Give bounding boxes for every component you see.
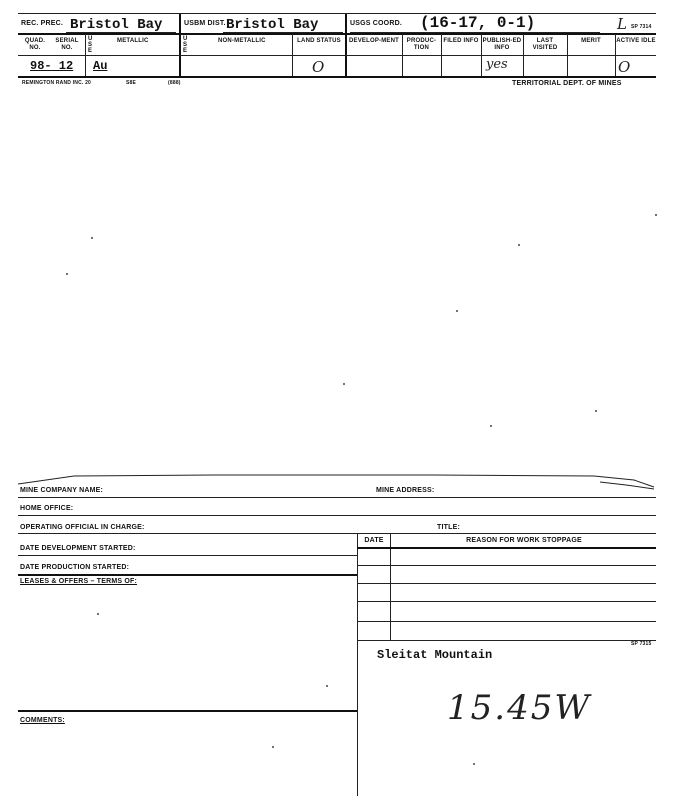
scan-speck xyxy=(97,613,99,615)
locality-value: Sleitat Mountain xyxy=(377,648,493,662)
line-home-office xyxy=(18,515,656,516)
scan-speck xyxy=(66,273,68,275)
scan-speck xyxy=(490,425,492,427)
col-filed-info: FILED INFO xyxy=(443,38,479,44)
usbm-dist-label: USBM DIST. xyxy=(184,20,226,27)
handwritten-coordinate: 15.45W xyxy=(447,688,592,728)
lower-center-divider xyxy=(357,534,358,796)
form-number-top: SP 7314 xyxy=(631,24,652,30)
line-operating-official xyxy=(18,533,656,534)
row-land-status: O xyxy=(312,58,325,76)
stoppage-row-line xyxy=(357,565,656,566)
printer-credit: REMINGTON RAND INC. 20 xyxy=(22,80,92,86)
col-metallic: METALLIC xyxy=(117,38,149,44)
column-header-border xyxy=(18,55,656,56)
date-column-divider xyxy=(390,534,391,640)
home-office-label: HOME OFFICE: xyxy=(20,505,74,512)
form-number-bottom: SP 7315 xyxy=(631,641,652,647)
date-production-started-label: DATE PRODUCTION STARTED: xyxy=(20,564,130,571)
printer-code-2: (888) xyxy=(168,80,181,86)
scan-speck xyxy=(91,237,93,239)
col-merit: MERIT xyxy=(581,38,601,44)
scan-speck xyxy=(326,685,328,687)
usgs-coord-value: (16-17, 0-1) xyxy=(420,14,536,32)
corner-handwritten-mark: L xyxy=(617,15,627,33)
row-quad-serial: 98- 12 xyxy=(30,59,74,73)
department-name: TERRITORIAL DEPT. OF MINES xyxy=(512,80,622,87)
scan-speck xyxy=(518,244,520,246)
reason-header-border xyxy=(357,547,656,549)
top-card-bottom-border xyxy=(18,76,656,78)
line-above-comments xyxy=(18,710,357,712)
divider-usbm xyxy=(179,14,181,76)
row-metallic: Au xyxy=(93,59,108,73)
col-production: PRODUC-TION xyxy=(406,38,437,51)
col-active-idle: ACTIVE IDLE xyxy=(616,38,656,44)
line-mine-company xyxy=(18,497,656,498)
col-development: DEVELOP-MENT xyxy=(348,38,400,44)
mine-company-name-label: MINE COMPANY NAME: xyxy=(20,487,104,494)
stoppage-row-line xyxy=(357,583,656,584)
stoppage-row-line xyxy=(357,621,656,622)
col-uses-non-metallic: U S E xyxy=(183,36,188,54)
comments-label: COMMENTS: xyxy=(20,717,65,724)
date-development-started-label: DATE DEVELOPMENT STARTED: xyxy=(20,545,136,552)
usgs-coord-label: USGS COORD. xyxy=(350,20,402,27)
col-serial-no: SERIAL NO. xyxy=(55,38,79,51)
line-date-development xyxy=(18,555,357,556)
row-active-idle: O xyxy=(618,58,631,76)
rec-prec-value: Bristol Bay xyxy=(70,17,163,33)
scan-speck xyxy=(456,310,458,312)
scan-speck xyxy=(272,746,274,748)
printer-code-1: S8E xyxy=(126,80,137,86)
divider-usgs xyxy=(345,14,347,76)
date-header: DATE xyxy=(364,537,384,544)
stoppage-row-line xyxy=(357,601,656,602)
col-published-info: PUBLISH-ED INFO xyxy=(482,38,522,51)
scan-speck xyxy=(343,383,345,385)
title-label: TITLE: xyxy=(437,524,460,531)
col-land-status: LAND STATUS xyxy=(297,38,341,44)
top-card-border xyxy=(18,13,656,14)
torn-edge xyxy=(14,470,658,490)
col-last-visited: LAST VISITED xyxy=(532,38,558,51)
usbm-dist-value: Bristol Bay xyxy=(226,17,319,33)
reason-header: REASON FOR WORK STOPPAGE xyxy=(466,537,582,544)
scan-speck xyxy=(595,410,597,412)
header-row-border xyxy=(18,33,656,35)
stoppage-row-line xyxy=(357,640,656,641)
leases-offers-label: LEASES & OFFERS – TERMS OF: xyxy=(20,578,138,585)
col-quad-no: QUAD. NO. xyxy=(24,38,46,51)
operating-official-label: OPERATING OFFICIAL IN CHARGE: xyxy=(20,524,145,531)
rec-prec-label: REC. PREC. xyxy=(21,20,64,27)
col-uses-metallic: U S E xyxy=(88,36,93,54)
scan-speck xyxy=(473,763,475,765)
row-published-info: yes xyxy=(486,57,508,72)
col-non-metallic: NON-METALLIC xyxy=(218,38,266,44)
scan-speck xyxy=(655,214,657,216)
line-date-production xyxy=(18,574,357,576)
mine-address-label: MINE ADDRESS: xyxy=(376,487,435,494)
